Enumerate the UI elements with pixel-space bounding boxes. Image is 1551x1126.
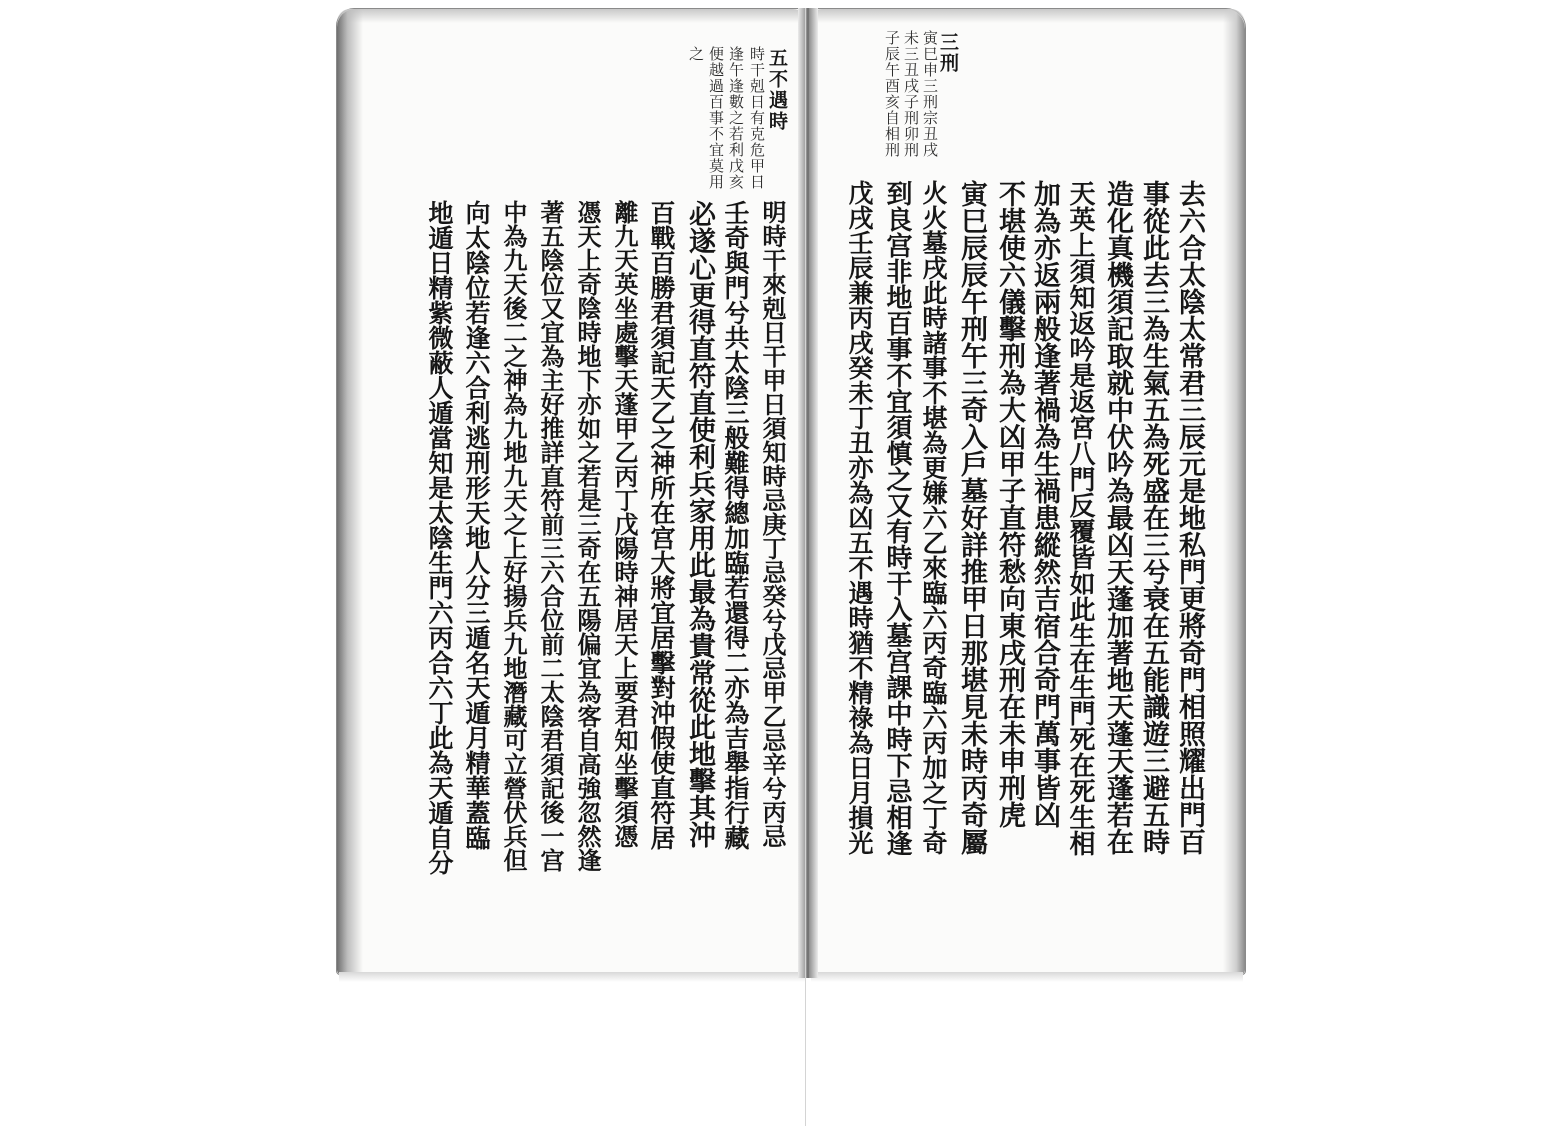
- left-text-column: 百戰百勝君須記天乙之神所在宫大將宜居擊對沖假使直符居: [647, 200, 676, 850]
- left-text-column: 明時干來剋日干甲日須知時忌庚丁忌癸兮戊忌甲乙忌辛兮丙忌: [758, 200, 787, 848]
- left-text-column: 中為九天後二之神為九地九天之上好揚兵九地潛藏可立營伏兵但: [499, 200, 528, 872]
- left-text-column: 地遁日精紫微蔽人遁當知是太陰生門六丙合六丁此為天遁自分: [425, 200, 454, 875]
- right-header-note-line: 未三丑戌子刑卯刑: [902, 30, 920, 158]
- right-text-column: 事從此去三為生氣五為死盛在三兮衰在五能識遊三避五時: [1138, 180, 1169, 855]
- left-header-note-line: 之: [687, 46, 705, 62]
- scan-fold-line: [805, 8, 806, 1126]
- left-text-column: 必遂心更得直符直使利兵家用此最為貴常從此地擊其沖: [684, 200, 715, 848]
- right-header-title: 三刑: [937, 32, 959, 74]
- right-header-note-line: 子辰午酉亥自相刑: [883, 30, 901, 158]
- left-header-note-line: 逢午逢數之若利戊亥: [727, 46, 745, 190]
- page-edge-shadow: [337, 9, 363, 974]
- left-text-column: 離九天英坐處擊天蓬甲乙丙丁戊陽時神居天上要君知坐擊須憑: [610, 200, 639, 848]
- right-text-column: 戊戌壬辰兼丙戌癸未丁丑亦為凶五不遇時猶不精祿為日月損光: [845, 180, 874, 855]
- right-text-column: 到良宫非地百事不宜須慎之又有時干入墓宫課中時下忌相逢: [882, 180, 912, 856]
- page-edge-shadow: [1223, 9, 1245, 974]
- left-header-note-line: 便越過百事不宜莫用: [707, 46, 725, 190]
- right-text-column: 不堪使六儀擊刑為大凶甲子直符愁向東戌刑在未申刑虎: [994, 180, 1025, 828]
- right-text-column: 造化真機須記取就中伏吟為最凶天蓬加著地天蓬天蓬若在: [1102, 180, 1133, 855]
- page-shading: [337, 9, 807, 23]
- right-text-column: 天英上須知返吟是返宮八門反覆皆如此生在生門死在死生相: [1065, 180, 1095, 856]
- left-text-column: 著五陰位又宜為主好推詳直符前三六合位前二太陰君須記後一宫: [536, 200, 565, 872]
- page-bottom-edge: [811, 972, 1243, 982]
- right-text-column: 加為亦返兩般逢著禍為生禍患縱然吉宿合奇門萬事皆凶: [1029, 180, 1060, 828]
- page-bottom-edge: [339, 972, 805, 982]
- left-header-note-line: 時干剋日有克危甲日: [748, 46, 766, 190]
- page-shading: [809, 9, 1245, 23]
- right-header-note-line: 寅巳申三刑宗丑戌: [921, 30, 939, 158]
- book-gutter: [798, 8, 818, 978]
- right-text-column: 火火墓戌此時諸事不堪為更嫌六乙來臨六丙奇臨六丙加之丁奇: [919, 180, 948, 855]
- right-text-column: 寅巳辰辰午刑午三奇入戶墓好詳推甲日那堪見未時丙奇屬: [956, 180, 987, 855]
- left-text-column: 向太陰位若逢六合利逃刑形天地人分三遁名天遁月精華蓋臨: [462, 200, 491, 850]
- left-header-title: 五不遇時: [766, 48, 788, 132]
- left-text-column: 憑天上奇陰時地下亦如之若是三奇在五陽偏宜為客自高強忽然逢: [573, 200, 602, 872]
- left-text-column: 壬奇與門兮共太陰三般難得總加臨若還得二亦為吉舉指行藏: [721, 200, 750, 850]
- right-text-column: 去六合太陰太常君三辰元是地私門更將奇門相照耀出門百: [1174, 180, 1205, 855]
